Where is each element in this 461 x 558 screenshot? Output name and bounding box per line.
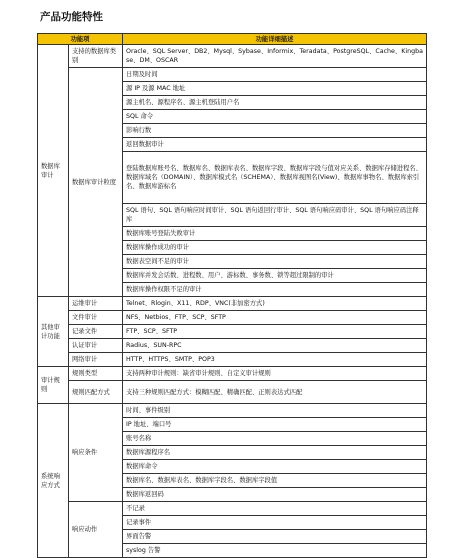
detail-cell: SQL 命令 <box>123 110 427 124</box>
table-header-row <box>38 34 427 45</box>
detail-cell: 数据库名、数据库表名、数据库字段名、数据库字段值 <box>123 474 427 488</box>
table-row <box>38 311 427 325</box>
feature-table <box>37 33 427 558</box>
detail-cell: 源主机名、源程序名、源主机登陆用户名 <box>123 96 427 110</box>
category-other-audit: 其他审计功能 <box>38 297 69 367</box>
detail-cell: 返回数据审计 <box>123 138 427 152</box>
detail-cell: SQL 语句、SQL 语句响应时间审计、SQL 语句返回行审计、SQL 语句响应码审计、SQL 语句响应码注释库 <box>123 204 427 227</box>
detail-cell: 数据库源程序名 <box>123 446 427 460</box>
table-row <box>38 367 427 381</box>
detail-cell: 源 IP 及源 MAC 地址 <box>123 82 427 96</box>
detail-cell: 支持三种规则匹配方式：模糊匹配、精确匹配、正则表达式匹配 <box>123 381 427 404</box>
detail-cell: 影响行数 <box>123 124 427 138</box>
detail-cell: 数据库并发会话数、进程数、用户、游标数、事务数、锁等超过限制的审计 <box>123 269 427 283</box>
header-detail: 功能详细描述 <box>123 34 427 45</box>
detail-cell: 界面告警 <box>123 530 427 544</box>
sub-label: 记录文件 <box>69 325 123 339</box>
detail-cell: 时间、事件级别 <box>123 404 427 418</box>
detail-cell: 数据库账号登陆失败审计 <box>123 227 427 241</box>
header-item: 功能项 <box>38 34 123 45</box>
category-system-response: 系统响应方式 <box>38 404 69 558</box>
sub-db-types: 支持的数据库类别 <box>69 45 123 68</box>
detail-cell: 数据表空间不足的审计 <box>123 255 427 269</box>
detail-cell: 数据库命令 <box>123 460 427 474</box>
detail-cell: HTTP、HTTPS、SMTP、POP3 <box>123 353 427 367</box>
detail-cell: 支持两种审计规则：缺省审计规则、自定义审计规则 <box>123 367 427 381</box>
table-row <box>38 45 427 68</box>
detail-cell: 日期及时间 <box>123 68 427 82</box>
detail-cell: 数据库操作权限不足的审计 <box>123 283 427 297</box>
sub-response-actions: 响应动作 <box>69 502 123 558</box>
detail-cell: 不记录 <box>123 502 427 516</box>
page-title: 产品功能特性 <box>40 11 103 23</box>
detail-cell: 账号名称 <box>123 432 427 446</box>
detail-cell: FTP、SCP、SFTP <box>123 325 427 339</box>
detail-cell: IP 地址、端口号 <box>123 418 427 432</box>
detail-cell: 记录事件 <box>123 516 427 530</box>
sub-label: 网络审计 <box>69 353 123 367</box>
detail-cell: syslog 告警 <box>123 544 427 558</box>
table-row <box>38 339 427 353</box>
sub-db-audit-granularity: 数据库审计粒度 <box>69 68 123 297</box>
detail-cell: 数据库操作成功的审计 <box>123 241 427 255</box>
table-row <box>38 68 427 82</box>
table-row <box>38 297 427 311</box>
sub-label: 认证审计 <box>69 339 123 353</box>
sub-label: 运维审计 <box>69 297 123 311</box>
table-row <box>38 502 427 516</box>
detail-db-types: Oracle、SQL Server、DB2、Mysql、Sybase、Informix、Teradata、PostgreSQL、Cache、Kingbase、DM、OSCAR <box>123 45 427 68</box>
table-row <box>38 325 427 339</box>
category-db-audit: 数据库审计 <box>38 45 69 297</box>
category-audit-rules: 审计规则 <box>38 367 69 404</box>
sub-label: 规则匹配方式 <box>69 381 123 404</box>
sub-label: 规则类型 <box>69 367 123 381</box>
sub-label: 文件审计 <box>69 311 123 325</box>
detail-cell: NFS、Netbios、FTP、SCP、SFTP <box>123 311 427 325</box>
sub-response-conditions: 响应条件 <box>69 404 123 502</box>
detail-cell: 数据库返回码 <box>123 488 427 502</box>
detail-cell: Radius、SUN-RPC <box>123 339 427 353</box>
table-row <box>38 404 427 418</box>
table-row <box>38 381 427 404</box>
table-row <box>38 353 427 367</box>
detail-cell: 登陆数据库账号名、数据库名、数据库表名、数据库字段、数据库字段与值对应关系、数据库存储进程名、数据库域名（DOMAIN）、数据库模式名（SCHEMA）、数据库视图名(View)、数据库事物名、数据库索引名、数据库游标名 <box>123 152 427 204</box>
detail-cell: Telnet、Rlogin、X11、RDP、VNC(非加密方式) <box>123 297 427 311</box>
